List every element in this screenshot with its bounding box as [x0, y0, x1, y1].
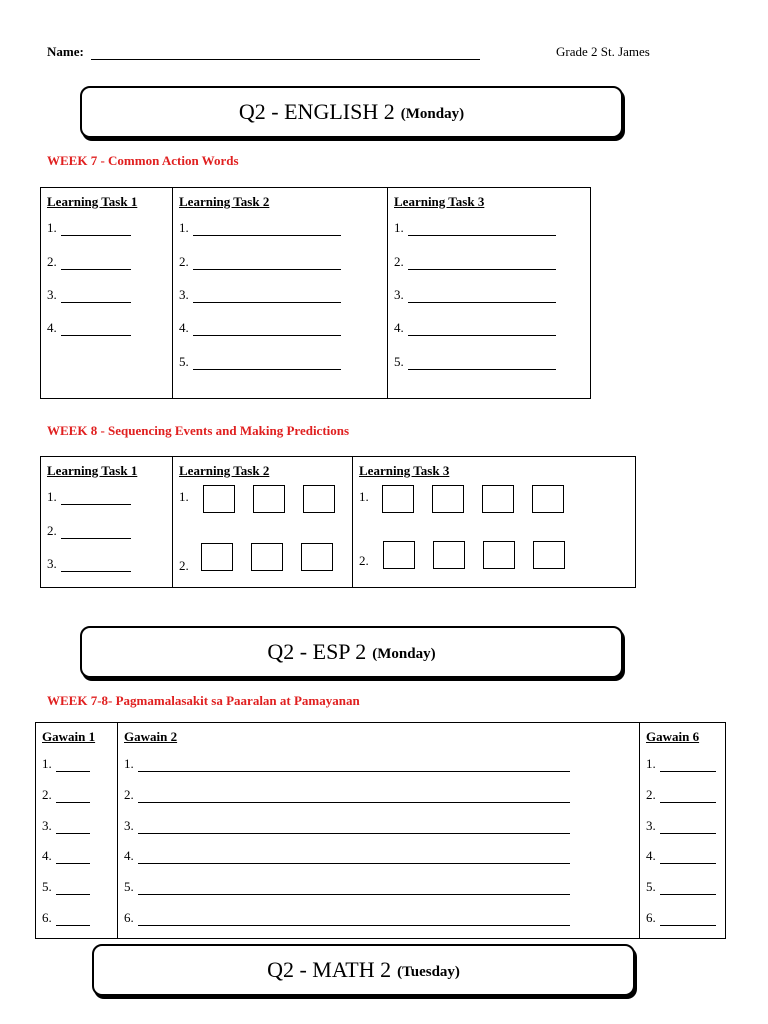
answer-box[interactable] — [383, 541, 415, 569]
gawain6-column — [640, 723, 725, 938]
answer-row[interactable]: 3. — [179, 287, 341, 303]
answer-row[interactable]: 5. — [42, 879, 90, 895]
week8-task3-label: Learning Task 3 — [359, 463, 450, 478]
answer-row[interactable]: 3. — [394, 287, 556, 303]
answer-row[interactable]: 1. — [179, 220, 341, 236]
answer-box[interactable] — [203, 485, 235, 513]
gawain1-column — [36, 723, 118, 938]
answer-row[interactable]: 2. — [394, 254, 556, 270]
week7-task2-column — [173, 188, 388, 398]
answer-box[interactable] — [432, 485, 464, 513]
week7-task2-label: Learning Task 2 — [179, 194, 270, 209]
grade-section: Grade 2 St. James — [556, 44, 650, 59]
math-title: Q2 - MATH 2 — [267, 957, 392, 982]
box-row-label: 1. — [359, 489, 369, 504]
answer-box[interactable] — [533, 541, 565, 569]
gawain1-label: Gawain 1 — [42, 729, 96, 744]
week8-table — [40, 456, 636, 588]
answer-row[interactable]: 1. — [47, 489, 131, 505]
week7-task1-label: Learning Task 1 — [47, 194, 138, 209]
answer-row[interactable]: 6. — [124, 910, 570, 926]
esp-week-heading: WEEK 7-8- Pagmamalasakit sa Paaralan at Pamayanan — [47, 693, 360, 708]
box-row-label: 1. — [179, 489, 189, 504]
answer-box[interactable] — [482, 485, 514, 513]
box-row-label: 2. — [179, 558, 189, 573]
answer-row[interactable]: 5. — [124, 879, 570, 895]
box-row-label: 2. — [359, 553, 369, 568]
answer-row[interactable]: 4. — [124, 848, 570, 864]
answer-row[interactable]: 3. — [124, 818, 570, 834]
answer-box[interactable] — [532, 485, 564, 513]
answer-row[interactable]: 4. — [394, 320, 556, 336]
week8-task2-column — [173, 457, 353, 587]
week8-task1-label: Learning Task 1 — [47, 463, 138, 478]
answer-row[interactable]: 1. — [124, 756, 570, 772]
esp-table — [35, 722, 726, 939]
week8-task1-column — [41, 457, 173, 587]
esp-title: Q2 - ESP 2 — [267, 639, 367, 664]
name-label: Name: — [47, 44, 84, 59]
answer-row[interactable]: 2. — [47, 523, 131, 539]
answer-box[interactable] — [483, 541, 515, 569]
answer-box[interactable] — [251, 543, 283, 571]
answer-row[interactable]: 4. — [42, 848, 90, 864]
english-title-banner — [80, 86, 623, 138]
answer-row[interactable]: 4. — [179, 320, 341, 336]
answer-row[interactable]: 1. — [646, 756, 716, 772]
esp-day: (Monday) — [372, 645, 436, 662]
answer-row[interactable]: 4. — [47, 320, 131, 336]
math-day: (Tuesday) — [397, 963, 460, 980]
answer-row[interactable]: 3. — [646, 818, 716, 834]
gawain6-label: Gawain 6 — [646, 729, 700, 744]
week7-table — [40, 187, 591, 399]
answer-box[interactable] — [253, 485, 285, 513]
answer-row[interactable]: 5. — [179, 354, 341, 370]
answer-row[interactable]: 2. — [646, 787, 716, 803]
week8-task3-column — [353, 457, 635, 587]
answer-box[interactable] — [433, 541, 465, 569]
week8-heading: WEEK 8 - Sequencing Events and Making Predictions — [47, 423, 350, 438]
answer-row[interactable]: 1. — [394, 220, 556, 236]
name-field[interactable] — [91, 59, 480, 60]
answer-box[interactable] — [301, 543, 333, 571]
gawain2-column — [118, 723, 640, 938]
answer-row[interactable]: 6. — [646, 910, 716, 926]
answer-row[interactable]: 3. — [42, 818, 90, 834]
week7-task3-label: Learning Task 3 — [394, 194, 485, 209]
answer-row[interactable]: 2. — [47, 254, 131, 270]
answer-row[interactable]: 2. — [124, 787, 570, 803]
answer-row[interactable]: 6. — [42, 910, 90, 926]
esp-title-banner — [80, 626, 623, 678]
week7-task1-column — [41, 188, 173, 398]
answer-row[interactable]: 3. — [47, 287, 131, 303]
gawain2-label: Gawain 2 — [124, 729, 178, 744]
answer-row[interactable]: 4. — [646, 848, 716, 864]
answer-box[interactable] — [303, 485, 335, 513]
answer-row[interactable]: 1. — [42, 756, 90, 772]
math-title-banner — [92, 944, 635, 996]
answer-row[interactable]: 5. — [646, 879, 716, 895]
answer-row[interactable]: 2. — [42, 787, 90, 803]
week8-task2-label: Learning Task 2 — [179, 463, 270, 478]
answer-row[interactable]: 3. — [47, 556, 131, 572]
answer-row[interactable]: 5. — [394, 354, 556, 370]
answer-box[interactable] — [382, 485, 414, 513]
answer-box[interactable] — [201, 543, 233, 571]
week7-heading: WEEK 7 - Common Action Words — [47, 153, 239, 168]
answer-row[interactable]: 2. — [179, 254, 341, 270]
week7-task3-column — [388, 188, 590, 398]
answer-row[interactable]: 1. — [47, 220, 131, 236]
english-day: (Monday) — [400, 105, 465, 122]
english-title: Q2 - ENGLISH 2 — [238, 99, 395, 124]
